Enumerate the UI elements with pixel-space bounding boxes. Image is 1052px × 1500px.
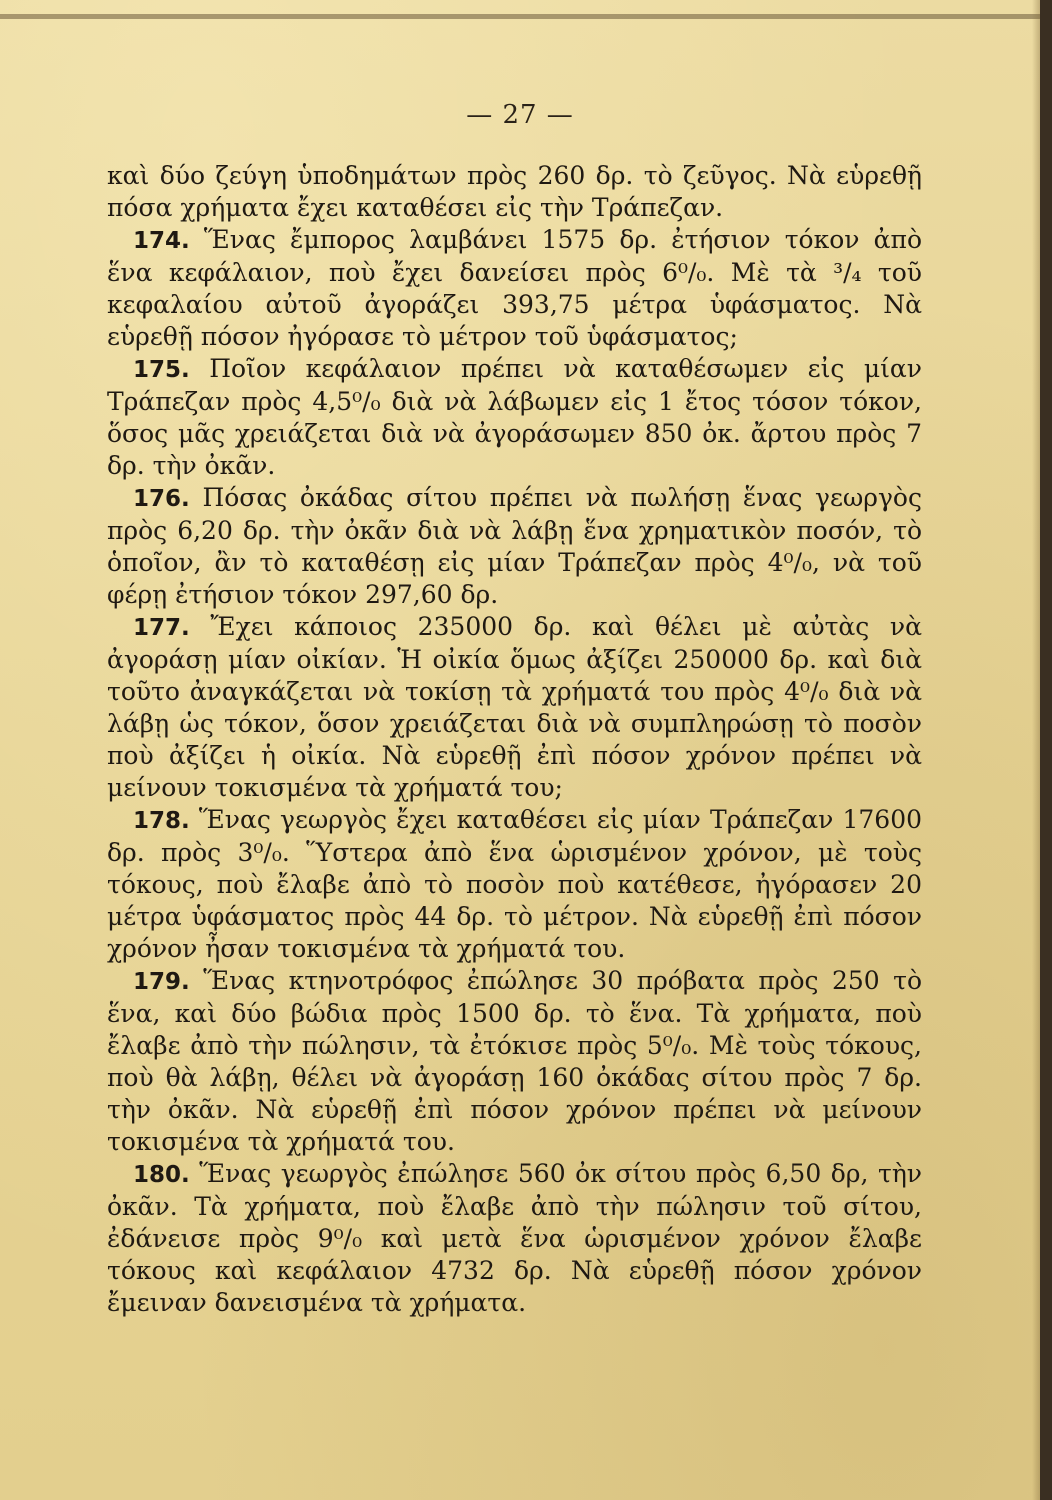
exercise-text-177: Ἔχει κάποιος 235000 δρ. καὶ θέλει μὲ αὐτὰς νὰ ἀγοράσῃ μίαν οἰκίαν. Ἡ οἰκία ὅμως ἀξίζει 250000 δρ. καὶ διὰ τοῦτο ἀναγκάζεται νὰ τοκίσῃ τὰ χρήματά του πρὸς 4⁰/₀ διὰ νὰ λάβῃ ὡς τόκον, ὅσον χρειάζεται διὰ νὰ συμπληρώσῃ τὸ ποσὸν ποὺ ἀξίζει ἡ οἰκία. Νὰ εὑρεθῇ ἐπὶ πόσον χρόνον πρέπει νὰ μείνουν τοκισμένα τὰ χρήματά του;	[107, 612, 922, 802]
exercise-175	[107, 353, 922, 482]
paragraph-continuation	[107, 160, 922, 224]
exercise-number: 179.	[133, 969, 190, 995]
paragraph-text: καὶ δύο ζεύγη ὑποδημάτων πρὸς 260 δρ. τὸ ζεῦγος. Νὰ εὑρεθῇ πόσα χρήματα ἔχει καταθέσει εἰς τὴν Τράπεζαν.	[107, 161, 922, 222]
page-edge-shadow	[1032, 0, 1040, 1500]
exercise-text	[107, 160, 922, 1319]
exercise-number: 178.	[133, 808, 190, 834]
exercise-number: 177.	[133, 615, 190, 641]
exercise-180	[107, 1158, 922, 1319]
exercise-text-178: Ἕνας γεωργὸς ἔχει καταθέσει εἰς μίαν Τράπεζαν 17600 δρ. πρὸς 3⁰/₀. Ὕστερα ἀπὸ ἕνα ὡρισμένον χρόνον, μὲ τοὺς τόκους, ποὺ ἔλαβε ἀπὸ τὸ ποσὸν ποὺ κατέθεσε, ἠγόρασεν 20 μέτρα ὑφάσματος πρὸς 44 δρ. τὸ μέτρον. Νὰ εὑρεθῇ ἐπὶ πόσον χρόνον ἦσαν τοκισμένα τὰ χρήματά του.	[107, 805, 922, 963]
exercise-number: 176.	[133, 486, 190, 512]
exercise-176	[107, 482, 922, 611]
exercise-179	[107, 965, 922, 1158]
exercise-178	[107, 804, 922, 965]
top-edge-rule	[0, 14, 1040, 19]
exercise-number: 180.	[133, 1162, 190, 1188]
exercise-text-179: Ἕνας κτηνοτρόφος ἐπώλησε 30 πρόβατα πρὸς 250 τὸ ἕνα, καὶ δύο βώδια πρὸς 1500 δρ. τὸ ἕνα. Τὰ χρήματα, ποὺ ἔλαβε ἀπὸ τὴν πώλησιν, τὰ ἐτόκισε πρὸς 5⁰/₀. Μὲ τοὺς τόκους, ποὺ θὰ λάβῃ, θέλει νὰ ἀγοράσῃ 160 ὀκάδας σίτου πρὸς 7 δρ. τὴν ὀκᾶν. Νὰ εὑρεθῇ ἐπὶ πόσον χρόνον πρέπει νὰ μείνουν τοκισμένα τὰ χρήματά του.	[107, 966, 922, 1156]
exercise-177	[107, 611, 922, 804]
exercise-number: 175.	[133, 357, 190, 383]
exercise-174	[107, 224, 922, 353]
exercise-text-176: Πόσας ὀκάδας σίτου πρέπει νὰ πωλήσῃ ἕνας γεωργὸς πρὸς 6,20 δρ. τὴν ὀκᾶν διὰ νὰ λάβῃ ἕνα χρηματικὸν ποσόν, τὸ ὁποῖον, ἂν τὸ καταθέσῃ εἰς μίαν Τράπεζαν πρὸς 4⁰/₀, νὰ τοῦ φέρῃ ἐτήσιον τόκον 297,60 δρ.	[107, 483, 922, 609]
exercise-text-180: Ἕνας γεωργὸς ἐπώλησε 560 ὀκ σίτου πρὸς 6,50 δρ, τὴν ὀκᾶν. Τὰ χρήματα, ποὺ ἔλαβε ἀπὸ τὴν πώλησιν τοῦ σίτου, ἐδάνεισε πρὸς 9⁰/₀ καὶ μετὰ ἕνα ὡρισμένον χρόνον ἔλαβε τόκους καὶ κεφάλαιον 4732 δρ. Νὰ εὑρεθῇ πόσον χρόνον ἔμειναν δανεισμένα τὰ χρήματα.	[107, 1159, 922, 1317]
exercise-text-174: Ἕνας ἔμπορος λαμβάνει 1575 δρ. ἐτήσιον τόκον ἀπὸ ἕνα κεφάλαιον, ποὺ ἔχει δανείσει πρὸς 6⁰/₀. Μὲ τὰ ³/₄ τοῦ κεφαλαίου αὐτοῦ ἀγοράζει 393,75 μέτρα ὑφάσματος. Νὰ εὑρεθῇ πόσον ἠγόρασε τὸ μέτρον τοῦ ὑφάσματος;	[107, 225, 922, 351]
page-number: — 27 —	[466, 100, 574, 130]
exercise-text-175: Ποῖον κεφάλαιον πρέπει νὰ καταθέσωμεν εἰς μίαν Τράπεζαν πρὸς 4,5⁰/₀ διὰ νὰ λάβωμεν εἰς 1 ἔτος τόσον τόκον, ὅσος μᾶς χρειάζεται διὰ νὰ ἀγοράσωμεν 850 ὀκ. ἄρτου πρὸς 7 δρ. τὴν ὀκᾶν.	[107, 354, 922, 480]
exercise-number: 174.	[133, 228, 190, 254]
